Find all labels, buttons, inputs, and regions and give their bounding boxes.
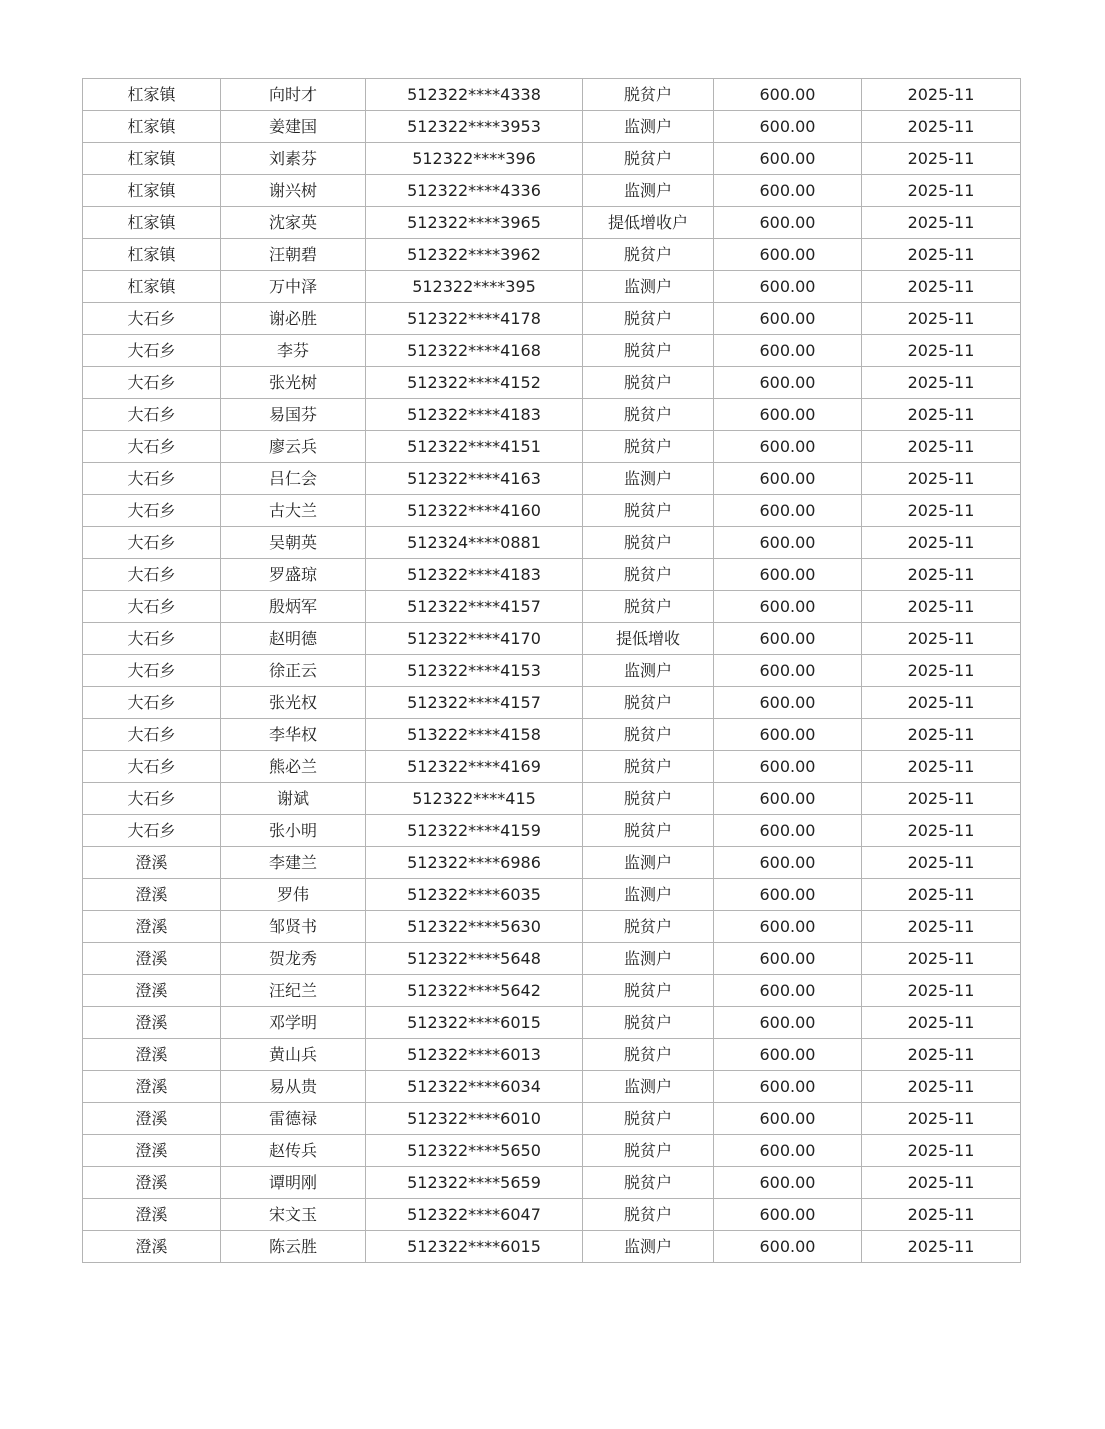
period-cell: 2025-11 [862,303,1021,335]
id-number-cell: 512322****4170 [366,623,583,655]
amount-cell: 600.00 [714,655,862,687]
amount-cell: 600.00 [714,495,862,527]
household-type-cell: 脱贫户 [583,751,714,783]
name-cell: 汪纪兰 [221,975,366,1007]
township-cell: 杠家镇 [83,175,221,207]
id-number-cell: 512322****4153 [366,655,583,687]
table-row [83,1039,1021,1071]
amount-cell: 600.00 [714,335,862,367]
name-cell: 赵明德 [221,623,366,655]
table-body [83,79,1021,1263]
period-cell: 2025-11 [862,687,1021,719]
township-cell: 大石乡 [83,719,221,751]
household-type-cell: 脱贫户 [583,559,714,591]
name-cell: 吕仁会 [221,463,366,495]
id-number-cell: 512322****6047 [366,1199,583,1231]
household-type-cell: 脱贫户 [583,239,714,271]
id-number-cell: 512322****3962 [366,239,583,271]
amount-cell: 600.00 [714,623,862,655]
amount-cell: 600.00 [714,847,862,879]
amount-cell: 600.00 [714,559,862,591]
amount-cell: 600.00 [714,751,862,783]
period-cell: 2025-11 [862,367,1021,399]
township-cell: 杠家镇 [83,239,221,271]
township-cell: 大石乡 [83,495,221,527]
household-type-cell: 脱贫户 [583,719,714,751]
table-row [83,207,1021,239]
township-cell: 大石乡 [83,687,221,719]
amount-cell: 600.00 [714,975,862,1007]
township-cell: 杠家镇 [83,111,221,143]
data-table [82,78,1021,1263]
name-cell: 陈云胜 [221,1231,366,1263]
amount-cell: 600.00 [714,719,862,751]
id-number-cell: 512322****5648 [366,943,583,975]
period-cell: 2025-11 [862,495,1021,527]
period-cell: 2025-11 [862,527,1021,559]
table-row [83,1231,1021,1263]
household-type-cell: 脱贫户 [583,591,714,623]
amount-cell: 600.00 [714,1167,862,1199]
township-cell: 大石乡 [83,431,221,463]
id-number-cell: 513222****4158 [366,719,583,751]
id-number-cell: 512322****5650 [366,1135,583,1167]
household-type-cell: 脱贫户 [583,1007,714,1039]
name-cell: 李芬 [221,335,366,367]
household-type-cell: 脱贫户 [583,495,714,527]
township-cell: 澄溪 [83,1199,221,1231]
township-cell: 杠家镇 [83,207,221,239]
household-type-cell: 脱贫户 [583,527,714,559]
name-cell: 沈家英 [221,207,366,239]
township-cell: 杠家镇 [83,79,221,111]
id-number-cell: 512322****4338 [366,79,583,111]
amount-cell: 600.00 [714,527,862,559]
township-cell: 大石乡 [83,367,221,399]
period-cell: 2025-11 [862,463,1021,495]
name-cell: 吴朝英 [221,527,366,559]
name-cell: 罗伟 [221,879,366,911]
period-cell: 2025-11 [862,1231,1021,1263]
table-row [83,559,1021,591]
period-cell: 2025-11 [862,751,1021,783]
period-cell: 2025-11 [862,1135,1021,1167]
township-cell: 大石乡 [83,463,221,495]
name-cell: 罗盛琼 [221,559,366,591]
id-number-cell: 512322****3953 [366,111,583,143]
name-cell: 张光权 [221,687,366,719]
table-row [83,175,1021,207]
amount-cell: 600.00 [714,1135,862,1167]
id-number-cell: 512324****0881 [366,527,583,559]
period-cell: 2025-11 [862,207,1021,239]
amount-cell: 600.00 [714,143,862,175]
period-cell: 2025-11 [862,1039,1021,1071]
amount-cell: 600.00 [714,111,862,143]
id-number-cell: 512322****4178 [366,303,583,335]
table-row [83,783,1021,815]
period-cell: 2025-11 [862,239,1021,271]
household-type-cell: 监测户 [583,111,714,143]
name-cell: 刘素芬 [221,143,366,175]
name-cell: 易从贵 [221,1071,366,1103]
name-cell: 谢必胜 [221,303,366,335]
table-row [83,527,1021,559]
period-cell: 2025-11 [862,399,1021,431]
table-row [83,815,1021,847]
period-cell: 2025-11 [862,1007,1021,1039]
id-number-cell: 512322****4336 [366,175,583,207]
id-number-cell: 512322****4183 [366,399,583,431]
household-type-cell: 提低增收 [583,623,714,655]
amount-cell: 600.00 [714,271,862,303]
household-type-cell: 监测户 [583,1231,714,1263]
township-cell: 澄溪 [83,1135,221,1167]
name-cell: 赵传兵 [221,1135,366,1167]
table-row [83,943,1021,975]
id-number-cell: 512322****6015 [366,1231,583,1263]
period-cell: 2025-11 [862,719,1021,751]
id-number-cell: 512322****5659 [366,1167,583,1199]
table-row [83,399,1021,431]
household-type-cell: 监测户 [583,879,714,911]
name-cell: 李建兰 [221,847,366,879]
table-row [83,1167,1021,1199]
household-type-cell: 脱贫户 [583,783,714,815]
amount-cell: 600.00 [714,79,862,111]
period-cell: 2025-11 [862,1071,1021,1103]
table-row [83,591,1021,623]
amount-cell: 600.00 [714,783,862,815]
period-cell: 2025-11 [862,1167,1021,1199]
household-type-cell: 监测户 [583,847,714,879]
period-cell: 2025-11 [862,847,1021,879]
id-number-cell: 512322****6015 [366,1007,583,1039]
id-number-cell: 512322****6035 [366,879,583,911]
name-cell: 邓学明 [221,1007,366,1039]
household-type-cell: 脱贫户 [583,303,714,335]
period-cell: 2025-11 [862,975,1021,1007]
household-type-cell: 监测户 [583,943,714,975]
period-cell: 2025-11 [862,1103,1021,1135]
township-cell: 澄溪 [83,1231,221,1263]
household-type-cell: 脱贫户 [583,399,714,431]
amount-cell: 600.00 [714,1071,862,1103]
amount-cell: 600.00 [714,1039,862,1071]
township-cell: 澄溪 [83,879,221,911]
amount-cell: 600.00 [714,463,862,495]
table-row [83,623,1021,655]
amount-cell: 600.00 [714,815,862,847]
name-cell: 廖云兵 [221,431,366,463]
household-type-cell: 脱贫户 [583,1135,714,1167]
id-number-cell: 512322****4168 [366,335,583,367]
name-cell: 贺龙秀 [221,943,366,975]
household-type-cell: 提低增收户 [583,207,714,239]
household-type-cell: 脱贫户 [583,1103,714,1135]
amount-cell: 600.00 [714,367,862,399]
household-type-cell: 监测户 [583,655,714,687]
name-cell: 徐正云 [221,655,366,687]
table-row [83,1071,1021,1103]
name-cell: 谭明刚 [221,1167,366,1199]
period-cell: 2025-11 [862,431,1021,463]
id-number-cell: 512322****4152 [366,367,583,399]
period-cell: 2025-11 [862,911,1021,943]
period-cell: 2025-11 [862,271,1021,303]
table-row [83,847,1021,879]
id-number-cell: 512322****3965 [366,207,583,239]
household-type-cell: 脱贫户 [583,431,714,463]
amount-cell: 600.00 [714,687,862,719]
amount-cell: 600.00 [714,943,862,975]
amount-cell: 600.00 [714,1199,862,1231]
household-type-cell: 脱贫户 [583,1167,714,1199]
township-cell: 澄溪 [83,1167,221,1199]
id-number-cell: 512322****4163 [366,463,583,495]
name-cell: 谢兴树 [221,175,366,207]
table-row [83,239,1021,271]
table-row [83,655,1021,687]
amount-cell: 600.00 [714,303,862,335]
table-row [83,751,1021,783]
household-type-cell: 监测户 [583,271,714,303]
period-cell: 2025-11 [862,1199,1021,1231]
household-type-cell: 监测户 [583,175,714,207]
township-cell: 大石乡 [83,527,221,559]
period-cell: 2025-11 [862,815,1021,847]
township-cell: 澄溪 [83,911,221,943]
table-row [83,1103,1021,1135]
period-cell: 2025-11 [862,335,1021,367]
household-type-cell: 脱贫户 [583,911,714,943]
name-cell: 古大兰 [221,495,366,527]
table-row [83,719,1021,751]
household-type-cell: 脱贫户 [583,143,714,175]
id-number-cell: 512322****415 [366,783,583,815]
period-cell: 2025-11 [862,79,1021,111]
period-cell: 2025-11 [862,943,1021,975]
name-cell: 雷德禄 [221,1103,366,1135]
township-cell: 大石乡 [83,751,221,783]
township-cell: 杠家镇 [83,271,221,303]
township-cell: 杠家镇 [83,143,221,175]
household-type-cell: 监测户 [583,463,714,495]
table-row [83,1199,1021,1231]
name-cell: 汪朝碧 [221,239,366,271]
name-cell: 向时才 [221,79,366,111]
township-cell: 大石乡 [83,623,221,655]
table-row [83,975,1021,1007]
table-row [83,687,1021,719]
name-cell: 宋文玉 [221,1199,366,1231]
township-cell: 澄溪 [83,975,221,1007]
period-cell: 2025-11 [862,111,1021,143]
id-number-cell: 512322****4169 [366,751,583,783]
household-type-cell: 脱贫户 [583,335,714,367]
township-cell: 澄溪 [83,1007,221,1039]
amount-cell: 600.00 [714,207,862,239]
period-cell: 2025-11 [862,623,1021,655]
township-cell: 澄溪 [83,1071,221,1103]
id-number-cell: 512322****5630 [366,911,583,943]
name-cell: 易国芬 [221,399,366,431]
township-cell: 澄溪 [83,847,221,879]
township-cell: 大石乡 [83,335,221,367]
name-cell: 邹贤书 [221,911,366,943]
household-type-cell: 监测户 [583,1071,714,1103]
table-row [83,367,1021,399]
household-type-cell: 脱贫户 [583,687,714,719]
id-number-cell: 512322****4160 [366,495,583,527]
id-number-cell: 512322****395 [366,271,583,303]
amount-cell: 600.00 [714,239,862,271]
id-number-cell: 512322****4157 [366,687,583,719]
table-row [83,79,1021,111]
period-cell: 2025-11 [862,143,1021,175]
period-cell: 2025-11 [862,879,1021,911]
township-cell: 澄溪 [83,1103,221,1135]
id-number-cell: 512322****5642 [366,975,583,1007]
amount-cell: 600.00 [714,399,862,431]
township-cell: 大石乡 [83,815,221,847]
household-type-cell: 脱贫户 [583,1039,714,1071]
name-cell: 殷炳军 [221,591,366,623]
township-cell: 大石乡 [83,591,221,623]
name-cell: 熊必兰 [221,751,366,783]
table-row [83,879,1021,911]
id-number-cell: 512322****4151 [366,431,583,463]
table-row [83,1007,1021,1039]
amount-cell: 600.00 [714,1103,862,1135]
period-cell: 2025-11 [862,655,1021,687]
household-type-cell: 脱贫户 [583,367,714,399]
table-row [83,271,1021,303]
id-number-cell: 512322****4157 [366,591,583,623]
township-cell: 大石乡 [83,303,221,335]
township-cell: 澄溪 [83,1039,221,1071]
amount-cell: 600.00 [714,175,862,207]
amount-cell: 600.00 [714,1231,862,1263]
amount-cell: 600.00 [714,879,862,911]
table-row [83,495,1021,527]
id-number-cell: 512322****6013 [366,1039,583,1071]
period-cell: 2025-11 [862,559,1021,591]
name-cell: 张光树 [221,367,366,399]
amount-cell: 600.00 [714,911,862,943]
table-row [83,463,1021,495]
township-cell: 澄溪 [83,943,221,975]
period-cell: 2025-11 [862,783,1021,815]
id-number-cell: 512322****4159 [366,815,583,847]
id-number-cell: 512322****6986 [366,847,583,879]
household-type-cell: 脱贫户 [583,815,714,847]
name-cell: 张小明 [221,815,366,847]
amount-cell: 600.00 [714,591,862,623]
id-number-cell: 512322****4183 [366,559,583,591]
amount-cell: 600.00 [714,1007,862,1039]
table-row [83,911,1021,943]
table-row [83,143,1021,175]
township-cell: 大石乡 [83,399,221,431]
table-row [83,335,1021,367]
amount-cell: 600.00 [714,431,862,463]
table-row [83,431,1021,463]
township-cell: 大石乡 [83,559,221,591]
period-cell: 2025-11 [862,591,1021,623]
name-cell: 万中泽 [221,271,366,303]
name-cell: 谢斌 [221,783,366,815]
household-type-cell: 脱贫户 [583,1199,714,1231]
name-cell: 姜建国 [221,111,366,143]
period-cell: 2025-11 [862,175,1021,207]
name-cell: 黄山兵 [221,1039,366,1071]
table-row [83,111,1021,143]
table-row [83,1135,1021,1167]
table-row [83,303,1021,335]
id-number-cell: 512322****6034 [366,1071,583,1103]
township-cell: 大石乡 [83,655,221,687]
township-cell: 大石乡 [83,783,221,815]
household-type-cell: 脱贫户 [583,79,714,111]
household-type-cell: 脱贫户 [583,975,714,1007]
id-number-cell: 512322****396 [366,143,583,175]
id-number-cell: 512322****6010 [366,1103,583,1135]
name-cell: 李华权 [221,719,366,751]
